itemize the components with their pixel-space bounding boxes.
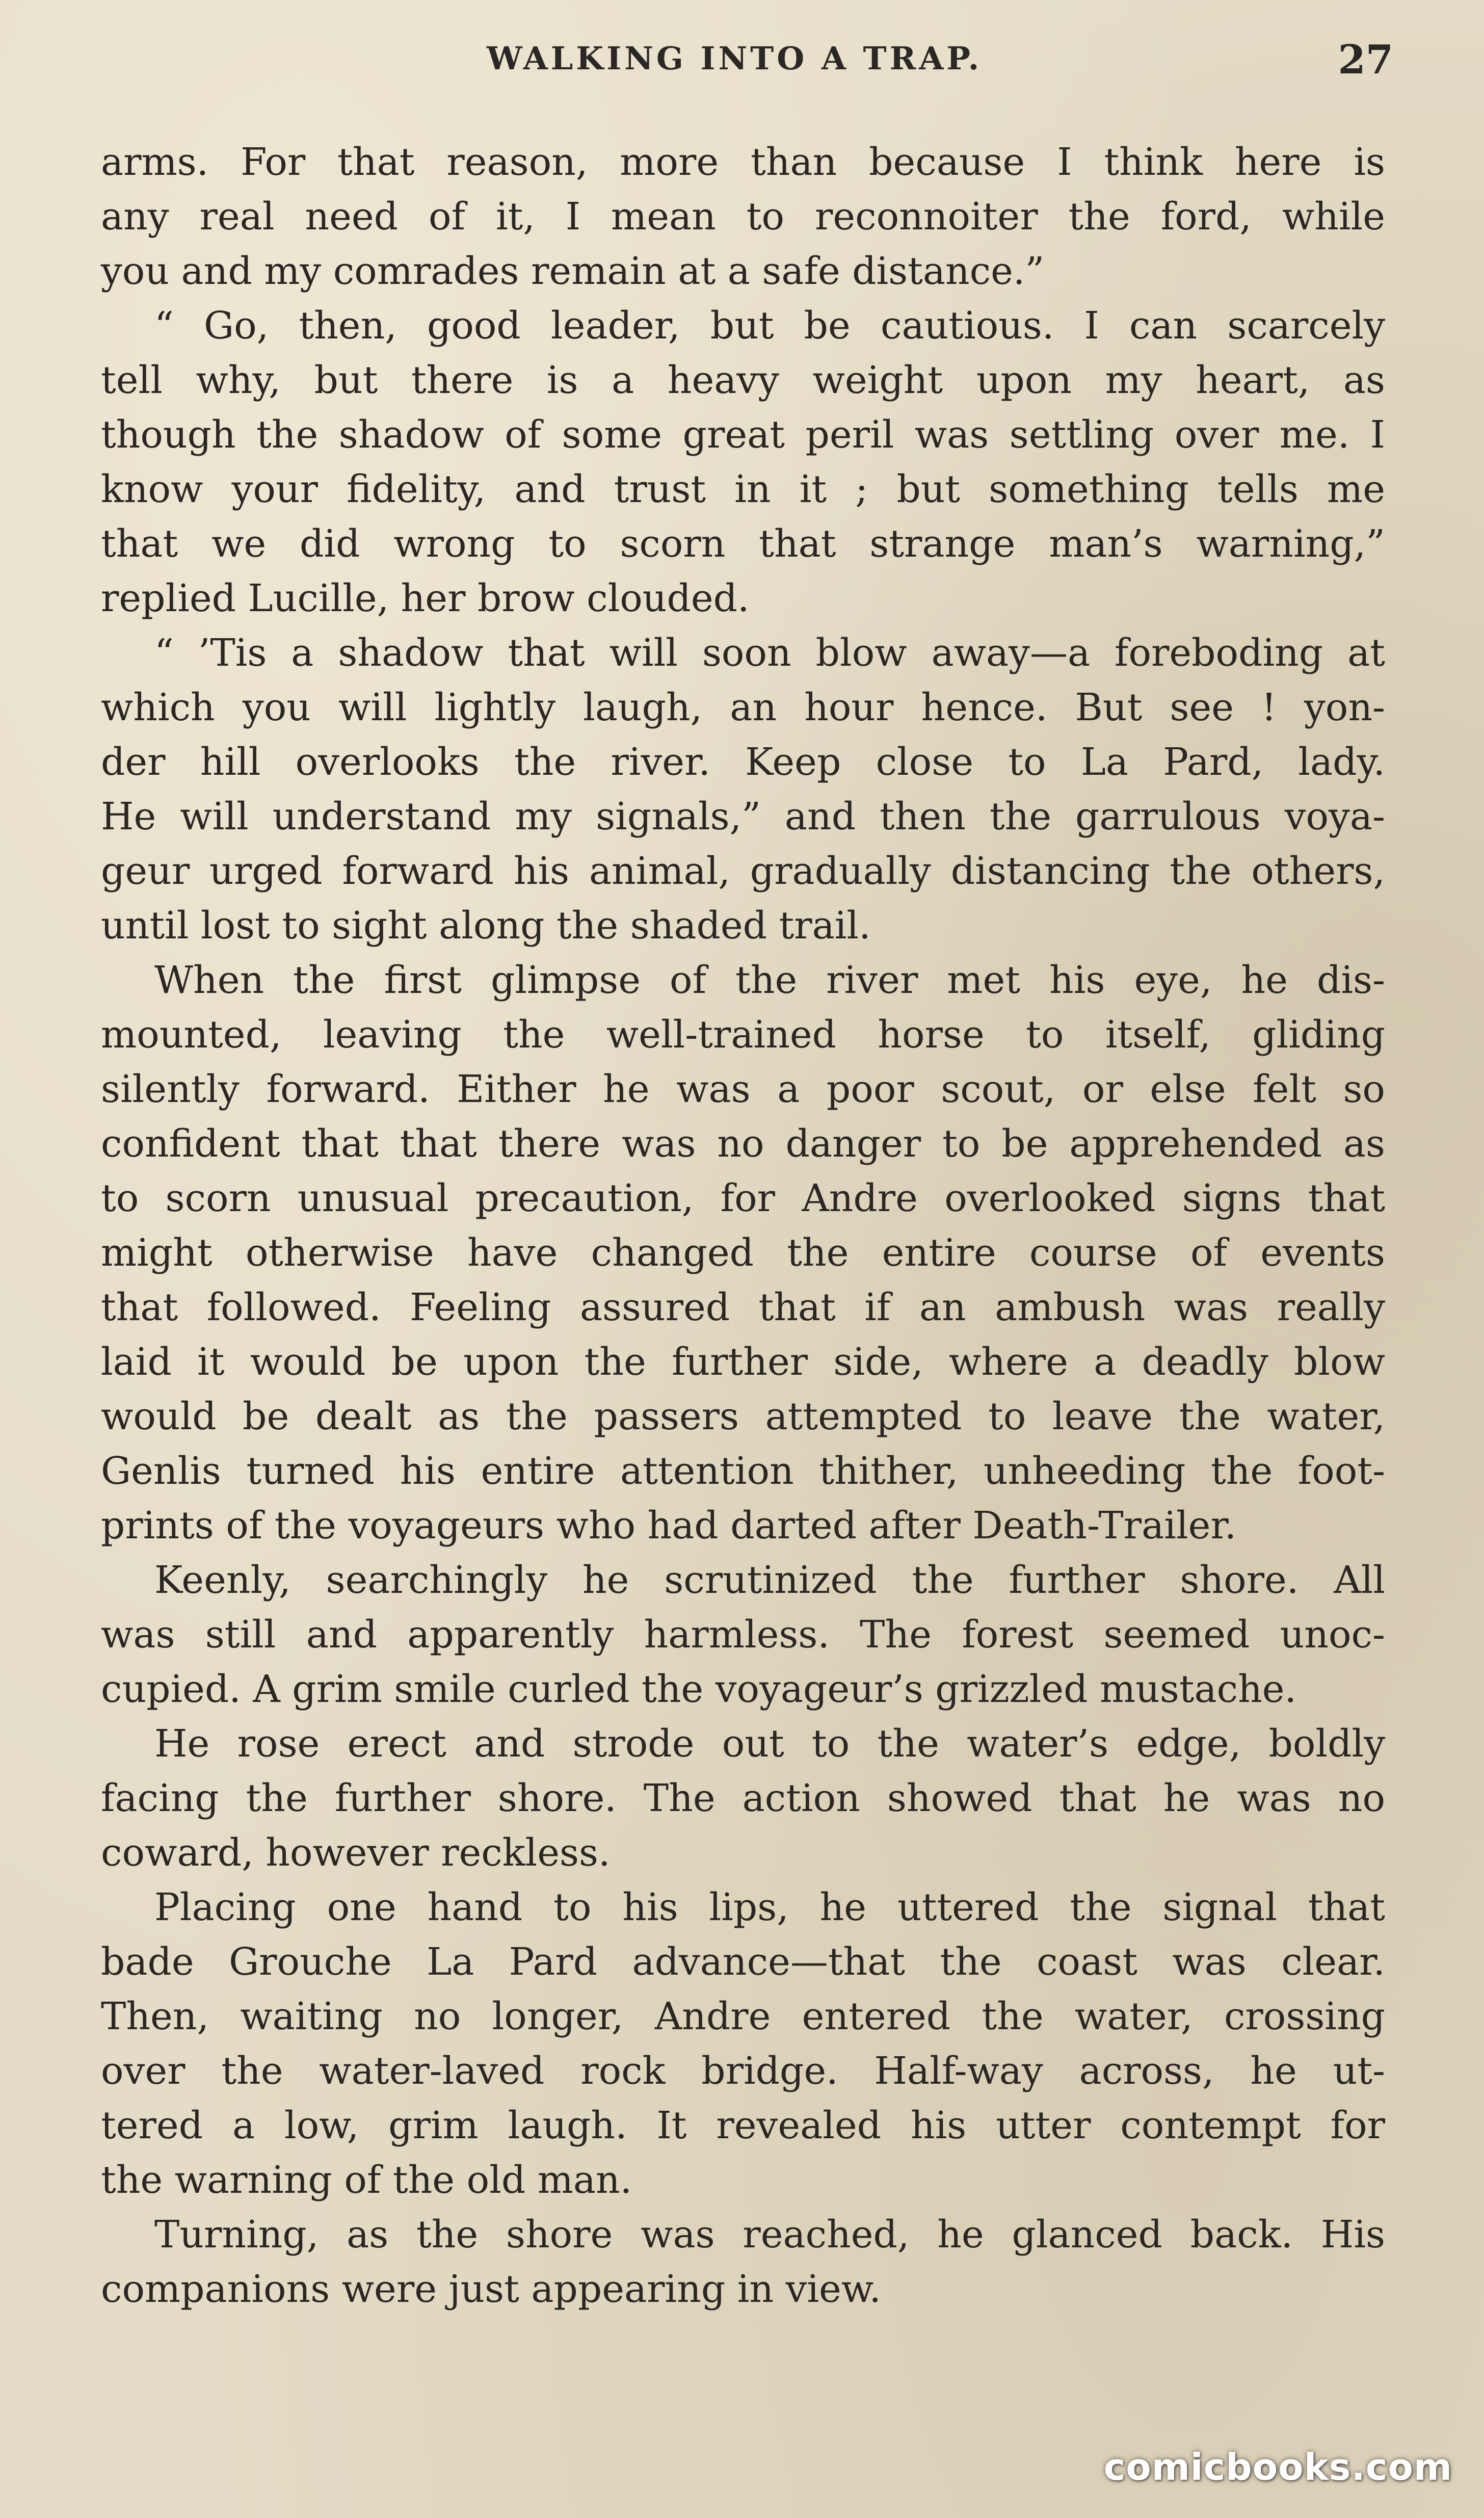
running-title: WALKING INTO A TRAP. [487, 40, 983, 77]
text-line: might otherwise have changed the entire course of events [101, 1231, 1385, 1275]
text-line: coward, however reckless. [101, 1831, 611, 1875]
running-head [0, 37, 1484, 86]
text-line: He will understand my signals,” and then the garrulous voya- [101, 795, 1385, 838]
text-line: “ Go, then, good leader, but be cautious. I can scarcely [154, 304, 1385, 348]
text-line: companions were just appearing in view. [101, 2267, 881, 2311]
text-line: the warning of the old man. [101, 2158, 632, 2202]
text-line: “ ’Tis a shadow that will soon blow away—a foreboding at [154, 631, 1385, 675]
text-line: der hill overlooks the river. Keep close to La Pard, lady. [101, 740, 1385, 784]
text-line: Keenly, searchingly he scrutinized the further shore. All [154, 1558, 1385, 1602]
text-line: geur urged forward his animal, gradually distancing the others, [101, 849, 1385, 893]
text-line: mounted, leaving the well-trained horse to itself, gliding [101, 1013, 1385, 1057]
text-line: Placing one hand to his lips, he uttered the signal that [154, 1885, 1385, 1929]
text-line: that we did wrong to scorn that strange man’s warning,” [101, 522, 1385, 566]
text-line: replied Lucille, her brow clouded. [101, 576, 750, 620]
text-line: that followed. Feeling assured that if an ambush was really [101, 1286, 1385, 1329]
page-number: 27 [1338, 37, 1393, 83]
text-line: confident that that there was no danger to be apprehended as [101, 1122, 1385, 1166]
body-text [101, 135, 1385, 2317]
text-line: Genlis turned his entire attention thither, unheeding the foot- [101, 1449, 1385, 1493]
text-line: would be dealt as the passers attempted to leave the water, [101, 1395, 1385, 1438]
text-line: tell why, but there is a heavy weight upon my heart, as [101, 358, 1385, 402]
text-line: Turning, as the shore was reached, he glanced back. His [154, 2213, 1385, 2257]
text-line: though the shadow of some great peril was settling over me. I [101, 413, 1385, 457]
text-line: which you will lightly laugh, an hour hence. But see ! yon- [101, 686, 1385, 729]
text-line: silently forward. Either he was a poor scout, or else felt so [101, 1067, 1385, 1111]
text-line: to scorn unusual precaution, for Andre overlooked signs that [101, 1176, 1385, 1220]
text-line: was still and apparently harmless. The forest seemed unoc- [101, 1613, 1385, 1657]
text-line: facing the further shore. The action showed that he was no [101, 1776, 1385, 1820]
text-line: cupied. A grim smile curled the voyageur’s grizzled mustache. [101, 1667, 1297, 1711]
text-line: prints of the voyageurs who had darted after Death-Trailer. [101, 1504, 1237, 1547]
text-line: any real need of it, I mean to reconnoiter the ford, while [101, 195, 1385, 239]
text-line: laid it would be upon the further side, where a deadly blow [101, 1340, 1385, 1384]
text-line: Then, waiting no longer, Andre entered the water, crossing [101, 1995, 1385, 2038]
text-line: tered a low, grim laugh. It revealed his utter contempt for [101, 2104, 1385, 2147]
text-line: until lost to sight along the shaded trail. [101, 904, 871, 948]
text-line: know your fidelity, and trust in it ; but something tells me [101, 467, 1385, 511]
watermark: comicbooks.com [1103, 2446, 1452, 2488]
text-line: He rose erect and strode out to the water’s edge, boldly [154, 1722, 1385, 1766]
text-line: arms. For that reason, more than because I think here is [101, 140, 1385, 184]
text-line: bade Grouche La Pard advance—that the coast was clear. [101, 1940, 1385, 1984]
text-line: over the water-laved rock bridge. Half-way across, he ut- [101, 2049, 1385, 2093]
text-line: you and my comrades remain at a safe distance.” [101, 249, 1045, 293]
text-line: When the first glimpse of the river met his eye, he dis- [154, 958, 1385, 1002]
